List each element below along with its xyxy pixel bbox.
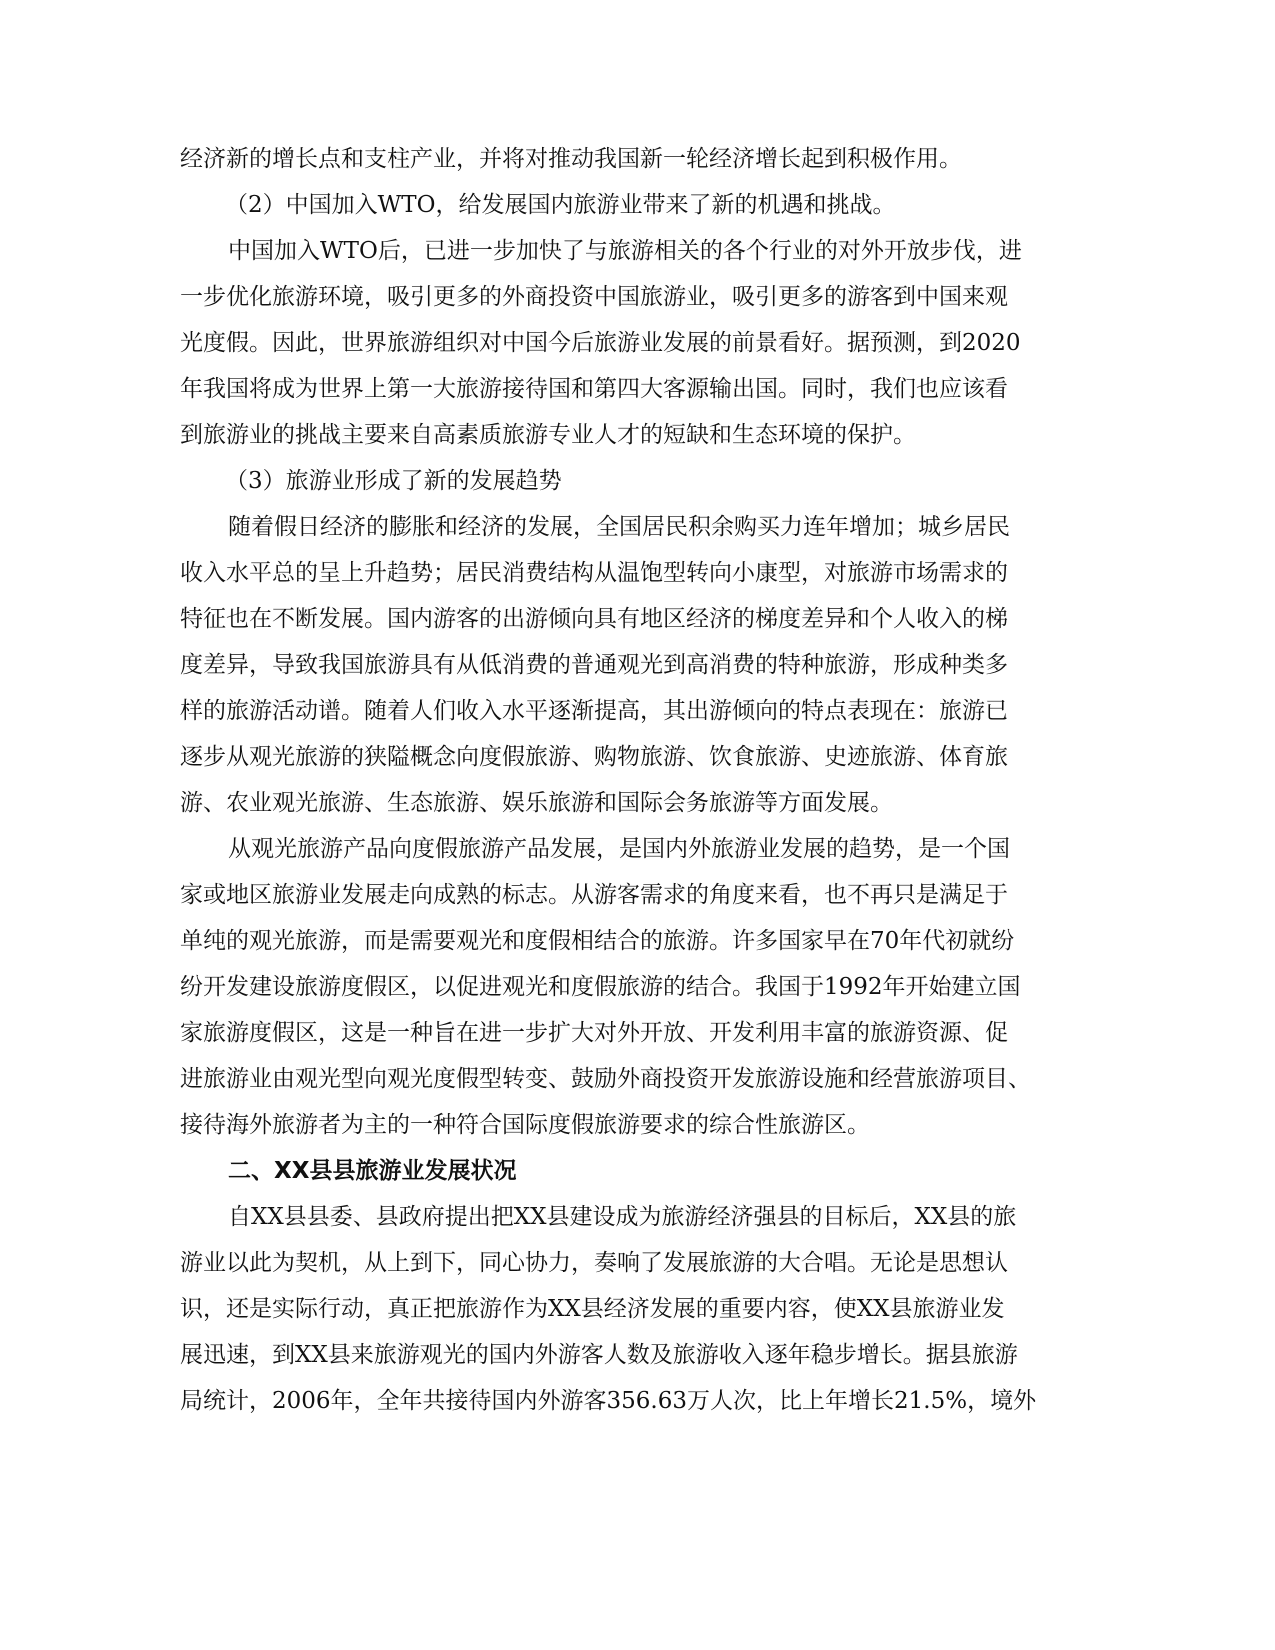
text-line (0, 231, 1275, 271)
text-line-content: 家旅游度假区，这是一种旨在进一步扩大对外开放、开发利用丰富的旅游资源、促 (180, 1020, 1008, 1046)
text-line-content: 家或地区旅游业发展走向成熟的标志。从游客需求的角度来看，也不再只是满足于 (180, 882, 1008, 908)
text-line (0, 875, 1275, 915)
text-line (0, 1013, 1275, 1053)
text-line-content: 经济新的增长点和支柱产业，并将对推动我国新一轮经济增长起到积极作用。 (180, 146, 962, 172)
text-line-content: 游业以此为契机，从上到下，同心协力，奏响了发展旅游的大合唱。无论是思想认 (180, 1250, 1008, 1276)
text-line (0, 323, 1275, 363)
text-line (0, 1335, 1275, 1375)
text-line (0, 369, 1275, 409)
text-line (0, 1381, 1275, 1421)
text-line (0, 415, 1275, 455)
text-line-content: 收入水平总的呈上升趋势；居民消费结构从温饱型转向小康型，对旅游市场需求的 (180, 560, 1008, 586)
section-heading (0, 1151, 1275, 1191)
text-line-content: 展迅速，到XX县来旅游观光的国内外游客人数及旅游收入逐年稳步增长。据县旅游 (180, 1342, 1018, 1368)
text-line-content: 光度假。因此，世界旅游组织对中国今后旅游业发展的前景看好。据预测，到2020 (180, 330, 1021, 356)
text-line (0, 461, 1275, 501)
text-line-content: 中国加入WTO后，已进一步加快了与旅游相关的各个行业的对外开放步伐，进 (228, 238, 1022, 264)
text-line-content: （2）中国加入WTO，给发展国内旅游业带来了新的机遇和挑战。 (225, 192, 896, 218)
text-line-content: 自XX县县委、县政府提出把XX县建设成为旅游经济强县的目标后，XX县的旅 (228, 1204, 1017, 1230)
text-line (0, 277, 1275, 317)
text-line-content: 度差异，导致我国旅游具有从低消费的普通观光到高消费的特种旅游，形成种类多 (180, 652, 1008, 678)
text-line (0, 1289, 1275, 1329)
text-line (0, 1197, 1275, 1237)
text-line-content: 逐步从观光旅游的狭隘概念向度假旅游、购物旅游、饮食旅游、史迹旅游、体育旅 (180, 744, 1008, 770)
text-line-content: 纷开发建设旅游度假区，以促进观光和度假旅游的结合。我国于1992年开始建立国 (180, 974, 1021, 1000)
text-line (0, 967, 1275, 1007)
text-line-content: （3）旅游业形成了新的发展趋势 (225, 468, 562, 494)
text-line (0, 507, 1275, 547)
text-line-content: 单纯的观光旅游，而是需要观光和度假相结合的旅游。许多国家早在70年代初就纷 (180, 928, 1015, 954)
section-heading-text: 二、XX县县旅游业发展状况 (228, 1158, 517, 1184)
text-line (0, 645, 1275, 685)
text-line (0, 185, 1275, 225)
text-line (0, 139, 1275, 179)
text-line-content: 一步优化旅游环境，吸引更多的外商投资中国旅游业，吸引更多的游客到中国来观 (180, 284, 1008, 310)
text-line (0, 1059, 1275, 1099)
text-line (0, 1243, 1275, 1283)
text-line (0, 737, 1275, 777)
text-line-content: 识，还是实际行动，真正把旅游作为XX县经济发展的重要内容，使XX县旅游业发 (180, 1296, 1005, 1322)
text-line-content: 年我国将成为世界上第一大旅游接待国和第四大客源输出国。同时，我们也应该看 (180, 376, 1008, 402)
text-line (0, 783, 1275, 823)
text-line-content: 局统计，2006年，全年共接待国内外游客356.63万人次，比上年增长21.5%，境外 (180, 1388, 1037, 1414)
text-line-content: 接待海外旅游者为主的一种符合国际度假旅游要求的综合性旅游区。 (180, 1112, 870, 1138)
text-line-content: 进旅游业由观光型向观光度假型转变、鼓励外商投资开发旅游设施和经营旅游项目、 (180, 1066, 1031, 1092)
text-line-content: 到旅游业的挑战主要来自高素质旅游专业人才的短缺和生态环境的保护。 (180, 422, 916, 448)
text-line-content: 样的旅游活动谱。随着人们收入水平逐渐提高，其出游倾向的特点表现在：旅游已 (180, 698, 1008, 724)
text-line (0, 921, 1275, 961)
text-line (0, 553, 1275, 593)
text-line-content: 从观光旅游产品向度假旅游产品发展，是国内外旅游业发展的趋势，是一个国 (228, 836, 1010, 862)
text-line (0, 829, 1275, 869)
text-line-content: 特征也在不断发展。国内游客的出游倾向具有地区经济的梯度差异和个人收入的梯 (180, 606, 1008, 632)
text-line (0, 691, 1275, 731)
text-line (0, 1105, 1275, 1145)
text-line-content: 游、农业观光旅游、生态旅游、娱乐旅游和国际会务旅游等方面发展。 (180, 790, 893, 816)
text-line-content: 随着假日经济的膨胀和经济的发展，全国居民积余购买力连年增加；城乡居民 (228, 514, 1010, 540)
text-line (0, 599, 1275, 639)
